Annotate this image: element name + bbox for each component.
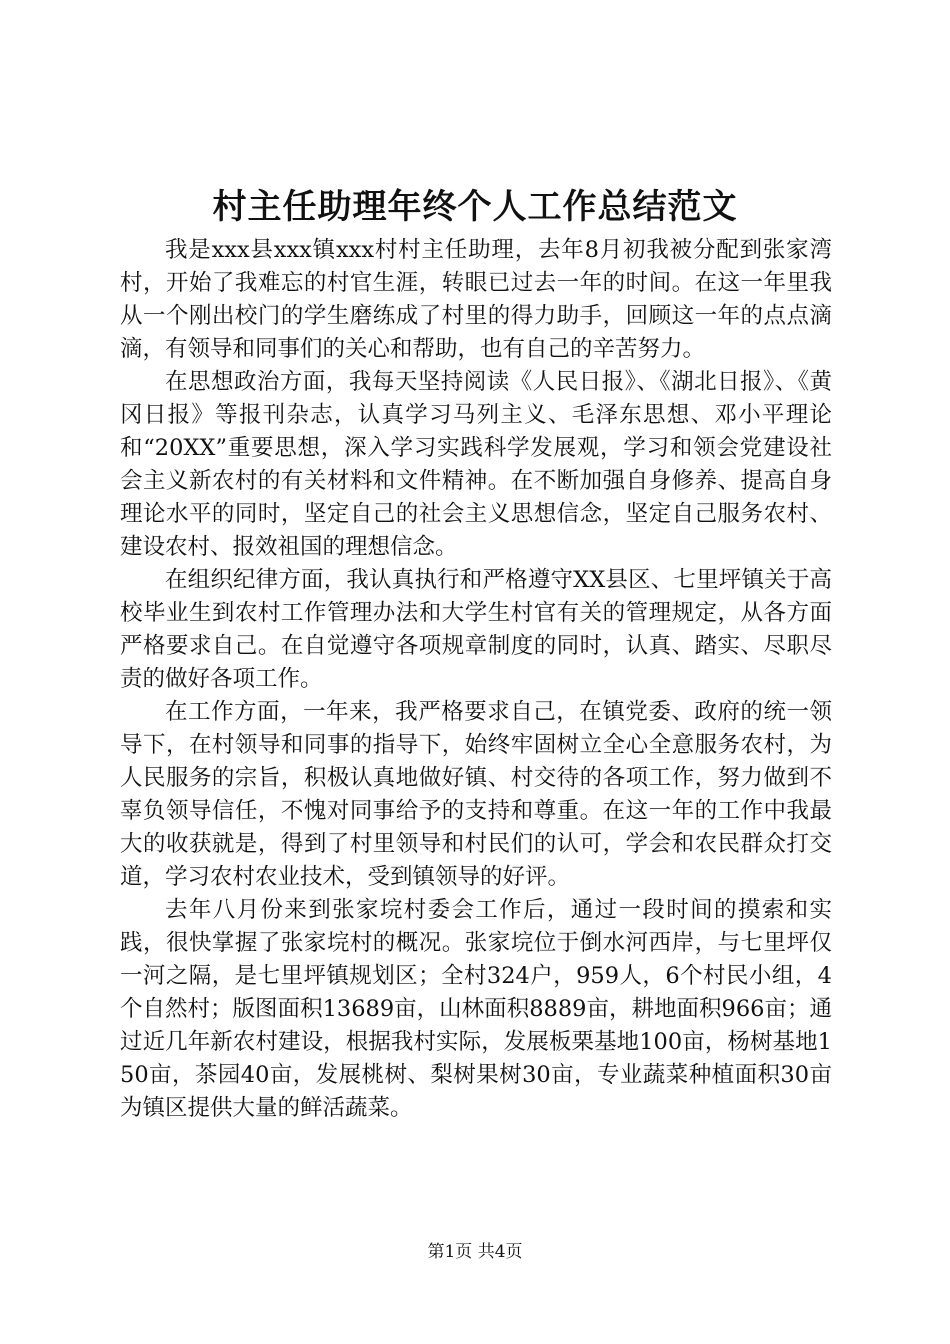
page-footer: 第1页 共4页 — [427, 1242, 523, 1262]
paragraph-political: 在思想政治方面，我每天坚持阅读《人民日报》、《湖北日报》、《黄冈日报》等报刊杂志，认真学习马列主义、毛泽东思想、邓小平理论和“20XX”重要思想，深入学习实践科学发展观，学习和领会党建设社会主义新农村的有关材料和文件精神。在不断加强自身修养、提高自身理论水平的同时，坚定自己的社会主义思想信念，坚定自己服务农村、建设农村、报效祖国的理想信念。 — [120, 369, 832, 560]
paragraph-work: 在工作方面，一年来，我严格要求自己，在镇党委、政府的统一领导下，在村领导和同事的指导下，始终牢固树立全心全意服务农村，为人民服务的宗旨，积极认真地做好镇、村交待的各项工作，努力做到不辜负领导信任，不愧对同事给予的支持和尊重。在这一年的工作中我最大的收获就是，得到了村里领导和村民们的认可，学会和农民群众打交道，学习农村农业技术，受到镇领导的好评。 — [120, 699, 832, 890]
document-title: 村主任助理年终个人工作总结范文 — [212, 187, 738, 227]
paragraph-village-overview: 去年八月份来到张家垸村委会工作后，通过一段时间的摸索和实践，很快掌握了张家垸村的概况。张家垸位于倒水河西岸，与七里坪仅一河之隔，是七里坪镇规划区；全村324户，959人，6个村民小组，4个自然村；版图面积13689亩，山林面积8889亩，耕地面积966亩；通过近几年新农村建设，根据我村实际，发展板栗基地100亩，杨树基地150亩，茶园40亩，发展桃树、梨树果树30亩，专业蔬菜种植面积30亩为镇区提供大量的鲜活蔬菜。 — [120, 897, 832, 1121]
paragraph-discipline: 在组织纪律方面，我认真执行和严格遵守XX县区、七里坪镇关于高校毕业生到农村工作管理办法和大学生村官有关的管理规定，从各方面严格要求自己。在自觉遵守各项规章制度的同时，认真、踏实、尽职尽责的做好各项工作。 — [120, 567, 832, 692]
document-body — [120, 234, 832, 1125]
paragraph-intro: 我是xxx县xxx镇xxx村村主任助理，去年8月初我被分配到张家湾村，开始了我难忘的村官生涯，转眼已过去一年的时间。在这一年里我从一个刚出校门的学生磨练成了村里的得力助手，回顾这一年的点点滴滴，有领导和同事们的关心和帮助，也有自己的辛苦努力。 — [120, 237, 832, 362]
